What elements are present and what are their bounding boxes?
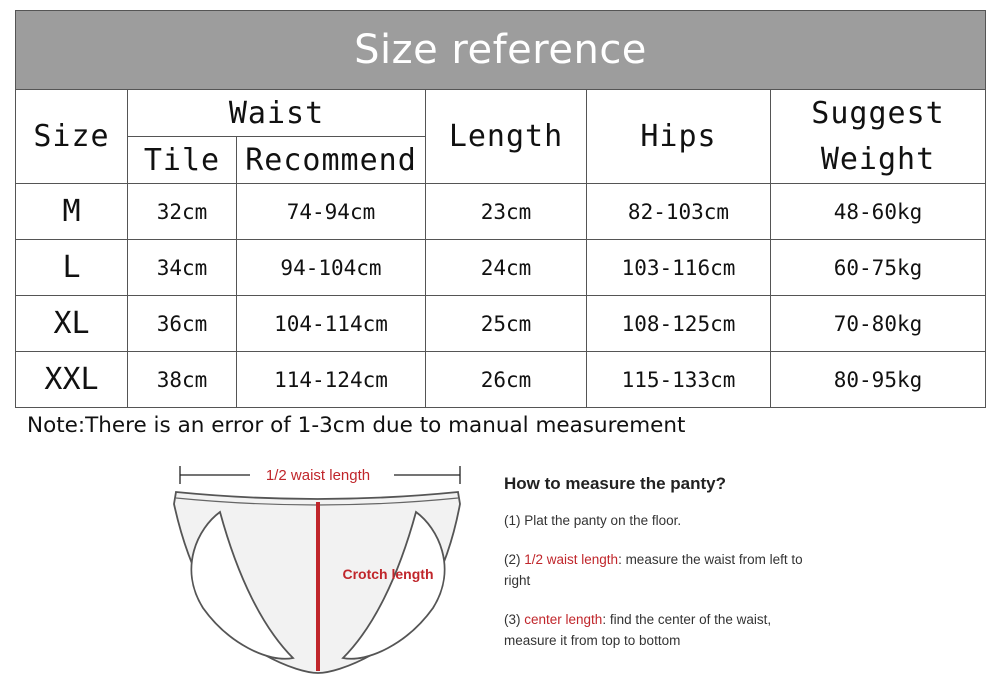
header-size: Size: [16, 90, 128, 184]
panty-diagram: [158, 458, 468, 690]
cell-hips: 108-125cm: [587, 296, 771, 352]
cell-size: L: [16, 240, 128, 296]
cell-hips: 103-116cm: [587, 240, 771, 296]
table-row: [16, 240, 986, 296]
cell-length: 26cm: [426, 352, 587, 408]
cell-recommend: 74-94cm: [237, 184, 426, 240]
cell-recommend: 94-104cm: [237, 240, 426, 296]
cell-tile: 32cm: [128, 184, 237, 240]
step-3-highlight: center length: [524, 612, 603, 627]
measurement-note: Note:There is an error of 1-3cm due to manual measurement: [27, 413, 686, 438]
cell-tile: 38cm: [128, 352, 237, 408]
cell-length: 23cm: [426, 184, 587, 240]
header-tile: Tile: [128, 137, 237, 184]
measure-instructions: [504, 474, 824, 669]
cell-recommend: 104-114cm: [237, 296, 426, 352]
header-hips: Hips: [587, 90, 771, 184]
header-waist: Waist: [128, 90, 426, 137]
cell-weight: 80-95kg: [771, 352, 986, 408]
step-2-highlight: 1/2 waist length: [524, 552, 619, 567]
instructions-title: How to measure the panty?: [504, 474, 726, 493]
instruction-step-1: (1) Plat the panty on the floor.: [504, 513, 682, 528]
size-chart-table: [15, 10, 986, 408]
table-title: Size reference: [16, 11, 986, 90]
cell-weight: 48-60kg: [771, 184, 986, 240]
header-suggest-label: Suggest: [811, 95, 945, 131]
cell-weight: 60-75kg: [771, 240, 986, 296]
step-3-prefix: (3): [504, 612, 525, 627]
cell-size: M: [16, 184, 128, 240]
table-row: [16, 296, 986, 352]
table-row: [16, 184, 986, 240]
cell-size: XL: [16, 296, 128, 352]
instruction-step-3: [504, 609, 824, 651]
cell-hips: 82-103cm: [587, 184, 771, 240]
cell-recommend: 114-124cm: [237, 352, 426, 408]
cell-hips: 115-133cm: [587, 352, 771, 408]
step-3-text: : find the center of the waist, measure it from top to bottom: [504, 612, 772, 648]
instruction-step-2: [504, 549, 824, 591]
cell-size: XXL: [16, 352, 128, 408]
header-weight-label: Weight: [820, 141, 936, 177]
cell-weight: 70-80kg: [771, 296, 986, 352]
cell-length: 25cm: [426, 296, 587, 352]
step-2-text: : measure the waist from left to right: [504, 552, 803, 588]
waist-length-label: 1/2 waist length: [265, 467, 371, 484]
cell-tile: 34cm: [128, 240, 237, 296]
step-2-prefix: (2): [504, 552, 525, 567]
header-recommend: Recommend: [237, 137, 426, 184]
crotch-length-label: Crotch length: [342, 566, 434, 582]
table-row: [16, 352, 986, 408]
header-suggest-weight: [771, 90, 986, 184]
cell-tile: 36cm: [128, 296, 237, 352]
cell-length: 24cm: [426, 240, 587, 296]
header-length: Length: [426, 90, 587, 184]
